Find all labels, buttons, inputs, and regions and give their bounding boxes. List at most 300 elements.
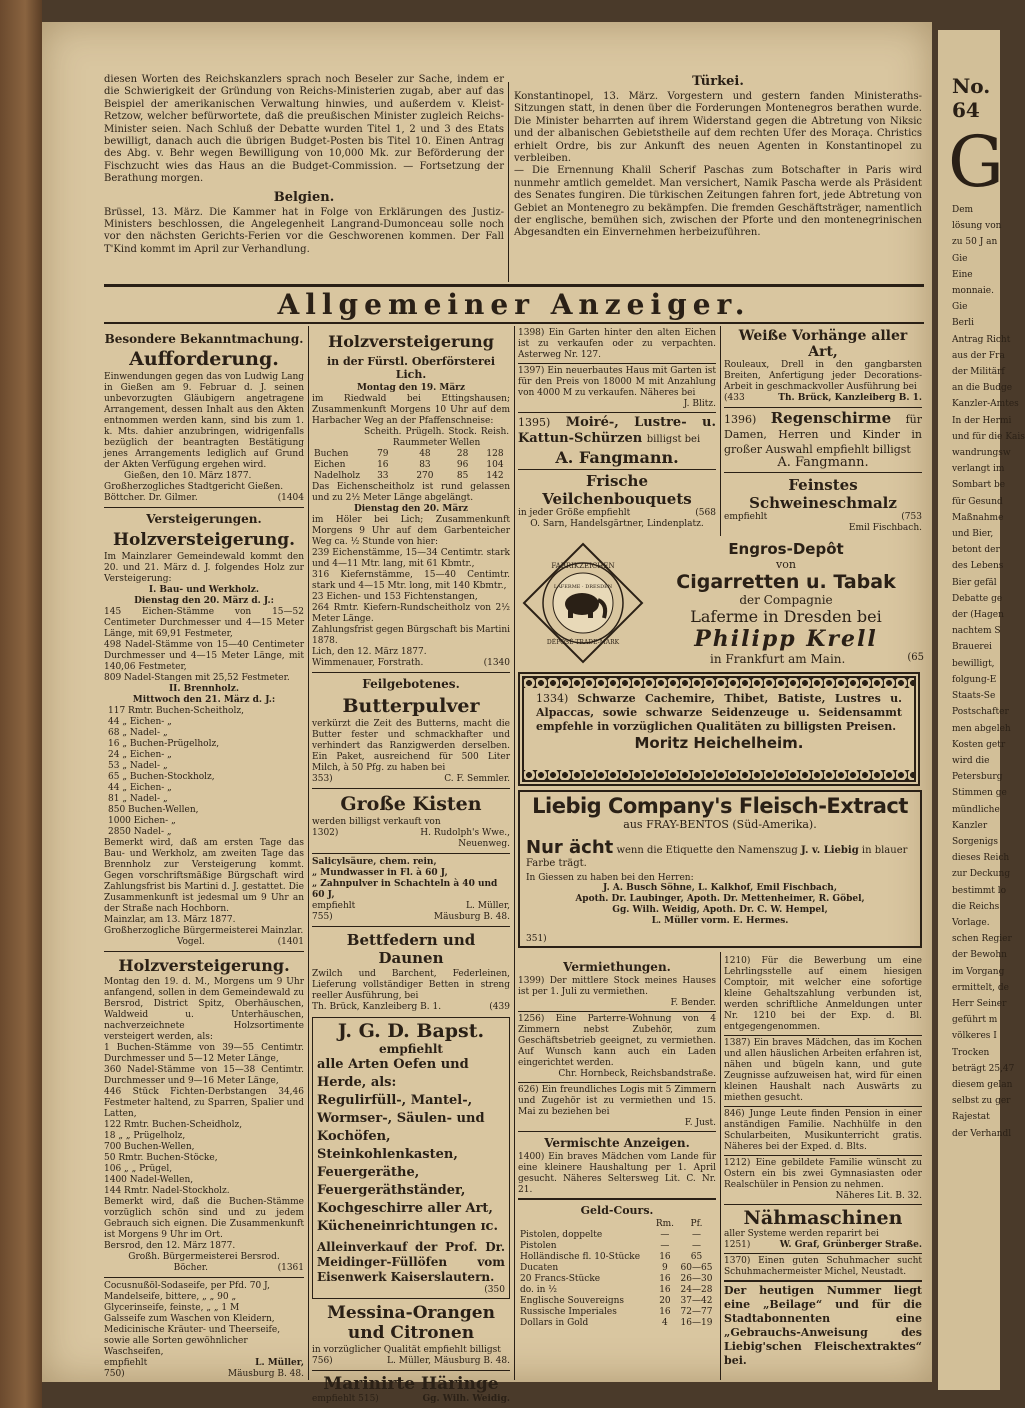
liebig-dealers	[526, 883, 914, 927]
next-page-snippet: Trocken	[952, 1047, 990, 1058]
next-page-snippet: In der Hermi	[952, 415, 1012, 426]
bapst-emp: empfiehlt	[379, 1042, 443, 1056]
beilage-notice: Der heutigen Nummer liegt eine „Beilage“ und für die Stadtabonnenten eine „Gebrauchs-Anweisung des Liebig'schen Fleischextraktes“ bei.	[724, 1284, 922, 1367]
hv3-table-cell: 48	[419, 449, 431, 459]
next-page-snippet: zur Deckung	[952, 869, 1011, 880]
geld-table-header-cell: Pf.	[690, 1219, 703, 1229]
har-heading: Marinirte Häringe	[323, 1374, 499, 1394]
geld-table-cell: 26—30	[680, 1274, 713, 1284]
ad-1397: 1397) Ein neuerbautes Haus mit Garten ist für den Preis von 18000 M mit Anzahlung von 4000 M zu verkaufen. Näheres bei	[518, 366, 716, 398]
table-row	[518, 1241, 716, 1252]
hv3-table-cell: 83	[419, 460, 431, 470]
geld-table-cell: Holländische fl. 10-Stücke	[520, 1252, 641, 1262]
adjacent-page	[938, 30, 1025, 1390]
next-page-snippet: an die Budge	[952, 383, 1013, 394]
geld-table-cell: —	[660, 1241, 670, 1251]
next-page-snippet: der Verhandl	[952, 1128, 1012, 1139]
ad-1387: 1387) Ein braves Mädchen, das im Kochen und allen häuslichen Arbeiten erfahren ist, nähen und bügeln kann, und gute Zeugnisse aufzuweisen hat, wird für einen kleinen Haushalt nach Auswärts zu miethen gesucht.	[724, 1038, 922, 1103]
geld-table-cell: 16	[659, 1274, 671, 1284]
liebig-echt: Nur ächt	[526, 837, 614, 858]
hv3-line: 239 Eichenstämme, 15—34 Centimtr. stark und 4—11 Mtr. lang, mit 61 Kbmtr.,	[312, 548, 510, 569]
next-page-snippet: selbst zu ger	[952, 1096, 1011, 1107]
vorh-text: Rouleaux, Drell in den gangbarsten Breiten, Anfertigung jeder Decorations-Arbeit in geschmackvoller Ausführung bei	[724, 360, 922, 392]
auff-place: Gießen, den 10. März 1877.	[124, 471, 252, 481]
top-left-column	[104, 74, 504, 256]
ad-1399: 1399) Der mittlere Stock meines Hauses ist per 1. Juli zu vermiethen.	[518, 976, 716, 997]
naeh-num: 1251)	[724, 1240, 751, 1250]
liebig-sub: aus FRAY-BENTOS (Süd-Amerika).	[623, 818, 817, 831]
geld-heading: Geld-Cours.	[580, 1204, 654, 1217]
geld-table-header-cell: Rm.	[655, 1219, 674, 1229]
geld-table-cell: 65	[690, 1252, 703, 1262]
next-page-snippet: Brauerei	[952, 642, 992, 653]
geld-table-cell: 9	[662, 1263, 668, 1273]
newspaper-page	[42, 22, 932, 1404]
veil-heading: Frische Veilchenbouquets	[542, 472, 692, 508]
ad-1370: 1370) Einen guten Schuhmacher sucht Schuhmachermeister Michel, Neustadt.	[724, 1256, 922, 1277]
geld-table-cell: 4	[662, 1318, 668, 1328]
geld-table-cell: 20	[659, 1296, 671, 1306]
hv2-heading: Holzversteigerung.	[118, 956, 290, 975]
mess-text: in vorzüglicher Qualität empfiehlt billigst	[312, 1345, 501, 1355]
table-row	[312, 460, 511, 471]
soap-line: Cocusnußöl-Sodaseife, per Pfd. 70 J,	[104, 1281, 270, 1291]
hv3-table-cell: 96	[456, 460, 469, 470]
col3-top	[518, 328, 716, 530]
next-page-snippet: Eine	[952, 269, 973, 280]
hv2-line: 1 Buchen-Stämme von 39—55 Centimtr. Durchmesser und 5—12 Meter Länge,	[104, 1043, 304, 1064]
next-page-snippet: Staats-Se	[952, 691, 996, 702]
engros-name: Philipp Krell	[694, 626, 878, 652]
hv2-line: 144 Rmtr. Nadel-Stockholz.	[104, 1186, 230, 1196]
table-row	[518, 1274, 716, 1285]
hv1-brennholz-line: 2850 Nadel- „	[108, 827, 172, 837]
hv3-table-cell: 128	[486, 449, 504, 459]
table-row	[518, 1307, 716, 1318]
next-page-snippet: Rajestat	[952, 1112, 990, 1123]
kisten-name: H. Rudolph's Wwe.,	[420, 828, 510, 838]
geld-table-cell: do. in ½	[520, 1285, 558, 1295]
hv1-sign: Vogel.	[176, 937, 205, 947]
schw-heading: Feinstes Schweineschmalz	[749, 476, 897, 513]
geld-table-cell: 37—42	[680, 1296, 713, 1306]
ad-1212: 1212) Eine gebildete Familie wünscht zu Ostern ein bis zwei Gymnasiasten oder Realschüler in Pension zu nehmen.	[724, 1158, 922, 1190]
liebig-in: In Giessen zu haben bei den Herren:	[526, 873, 694, 883]
moire-sign: A. Fangmann.	[555, 448, 679, 467]
hv3-line: 23 Eichen- und 153 Fichtenstangen,	[312, 592, 478, 602]
next-page-snippet: Debatte ge	[952, 593, 1003, 604]
hv3-num: (1340	[483, 658, 510, 668]
elephant-trademark-seal	[522, 542, 644, 664]
kisten-heading: Große Kisten	[340, 793, 482, 815]
moire-heading: Moiré-, Lustre- u. Kattun-Schürzen	[518, 415, 716, 446]
hv2-line: 700 Buchen-Wellen,	[104, 1142, 195, 1152]
next-page-snippet: ermittelt, de	[952, 982, 1009, 993]
hv1-brennholz-line: 44 „ Eichen- „	[108, 783, 172, 793]
hv2-num: (1361	[277, 1263, 304, 1273]
hv3-note1: Das Eichenscheitholz ist rund gelassen und zu 2½ Meter Länge abgelängt.	[312, 482, 510, 503]
hv3-day2: Dienstag den 20. März	[353, 504, 469, 514]
engros-comp: der Compagnie	[739, 593, 833, 607]
seal-inner-text: LAFERME · DRESDEN	[553, 584, 613, 590]
hv2-line: 1400 Nadel-Wellen,	[104, 1175, 194, 1185]
next-page-snippet: monnaie.	[952, 286, 994, 297]
anzeiger-banner: Allgemeiner Anzeiger.	[277, 288, 751, 321]
soap-line: Mandelseife, bittere, „ „ 90 „	[104, 1292, 237, 1302]
hv2-sign: Böcher.	[173, 1263, 208, 1273]
next-page-snippet: Herr Seiner	[952, 998, 1007, 1009]
engros-num: (65	[907, 652, 924, 663]
feil-heading: Feilgebotenes.	[362, 677, 460, 691]
next-page-snippet: und Bier,	[952, 529, 994, 540]
next-page-snippet: Berli	[952, 318, 974, 329]
soap-name: L. Müller,	[255, 1358, 304, 1368]
geld-table-cell: 72—77	[680, 1307, 713, 1317]
next-page-snippet: Kosten getr	[952, 739, 1006, 750]
belgien-text: Brüssel, 13. März. Die Kammer hat in Folge von Erklärungen des Justiz-Ministers beschlossen, die Angelegenheit Langrand-Dumonceau solle noch vor den nächsten Gerichts-Ferien vor die Geschworenen kommen. Der Fall T'Kind kommt im April zur Verhandlung.	[104, 206, 504, 255]
next-page-snippet: Kanzler-Amtes	[952, 399, 1019, 410]
hv1-line: 498 Nadel-Stämme von 15—40 Centimeter Durchmesser und 4—15 Meter Länge, mit 140,06 Festmeter,	[104, 640, 304, 672]
next-page-number: No. 64	[952, 74, 991, 122]
geld-table-cell: 16	[659, 1285, 671, 1295]
bapst-line: Kochgeschirre aller Art, Kücheneinrichtungen ɪc.	[317, 1201, 498, 1234]
next-page-snippet: lösung von	[952, 221, 1002, 232]
engros-firm: Laferme in Dresden bei	[690, 607, 882, 626]
vorh-sign: Th. Brück, Kanzleiberg B. 1.	[778, 393, 922, 403]
auff-heading: Aufforderung.	[129, 348, 279, 370]
cach-num: 1334)	[536, 692, 569, 705]
verm-heading: Vermiethungen.	[563, 960, 671, 974]
engros-big: Cigarretten u. Tabak	[676, 571, 896, 593]
next-page-snippet: dieses Reich	[952, 853, 1010, 864]
sal-name: L. Müller,	[466, 901, 510, 911]
geld-table-cell: Ducaten	[520, 1263, 559, 1273]
naeh-heading: Nähmaschinen	[743, 1207, 903, 1229]
next-page-snippet: Kanzler	[952, 820, 988, 831]
bapst-sole: Alleinverkauf der Prof. Dr. Meidinger-Füllöfen vom Eisenwerk Kaiserslautern.	[317, 1240, 505, 1284]
kisten-addr: Neuenweg.	[458, 839, 510, 849]
hv3-line: 316 Kiefernstämme, 15—40 Centimtr. stark und 4—15 Mtr. long, mit 140 Kbmtr.,	[312, 570, 510, 591]
book-binding	[0, 0, 42, 1408]
ad-846: 846) Junge Leute finden Pension in einer anständigen Familie. Nachhülfe in den Schularbeiten, Musikunterricht gratis. Näheres bei der Exped. d. Blts.	[724, 1109, 922, 1152]
table-row	[312, 471, 511, 482]
geld-table-cell: 16	[659, 1252, 671, 1262]
hv2-line: 50 Rmtr. Buchen-Stöcke,	[104, 1153, 218, 1163]
geld-table-cell: 20 Francs-Stücke	[520, 1274, 601, 1284]
hv2-line: 360 Nadel-Stämme von 15—38 Centimtr. Durchmesser und 9—16 Meter Länge,	[104, 1065, 304, 1086]
hv1-brennholz-line: 24 „ Eichen- „	[108, 750, 172, 760]
sal-line: „ Zahnpulver in Schachteln à 40 und 60 J,	[312, 879, 498, 900]
ad-626-sign: F. Just.	[684, 1118, 716, 1128]
vorh-heading: Weiße Vorhänge aller Art,	[738, 328, 908, 360]
reg-num: 1396)	[724, 413, 757, 426]
hv1-lines1	[104, 607, 304, 684]
engros-heading: Engros-Depôt	[728, 540, 844, 558]
bapst-heading: J. G. D. Bapst.	[337, 1020, 485, 1042]
next-page-snippet: Vorlage.	[952, 917, 990, 928]
veil-text: in jeder Größe empfiehlt	[518, 508, 631, 518]
har-num: 515)	[358, 1394, 379, 1404]
next-page-snippet: völkeres I	[952, 1031, 997, 1042]
table-row	[518, 1252, 716, 1263]
hv1-intro: Im Mainzlarer Gemeindewald kommt den 20. und 21. März d. J. folgendes Holz zur Versteigerung:	[104, 552, 304, 584]
mess-num: 756)	[312, 1356, 333, 1366]
next-page-snippet: Sorgenigs	[952, 836, 999, 847]
reg-text: für Damen, Herren und Kinder in großer Auswahl empfiehlt billigst	[724, 413, 923, 456]
hv2-place: Bersrod, den 12. März 1877.	[104, 1241, 236, 1251]
hv3-day1: Montag den 19. März	[356, 383, 466, 393]
banner-rule-bottom	[104, 322, 924, 324]
reg-sign: A. Fangmann.	[777, 455, 869, 470]
bett-heading: Bettfedern und Daunen	[346, 931, 476, 967]
next-page-snippet: wandrungsw	[952, 448, 1011, 459]
hv3-heading: Holzversteigerung	[328, 332, 494, 351]
hv1-line: 809 Nadel-Stangen mit 25,52 Festmeter.	[104, 673, 290, 683]
hv3-table-header-cell: Prügelh.	[405, 427, 445, 437]
next-page-snippet: Postschafter	[952, 707, 1009, 718]
liebig-dealer-line: Gg. Wilh. Weidig, Apoth. Dr. C. W. Hempel,	[612, 905, 828, 915]
bapst-num: (350	[484, 1285, 505, 1295]
butter-sign: C. F. Semmler.	[444, 774, 510, 784]
hv3-table-cell: 85	[456, 471, 469, 481]
next-page-snippet: des Lebens	[952, 561, 1004, 572]
turkei-text-2: — Die Ernennung Khalil Scherif Paschas zum Botschafter in Paris wird nunmehr amtlich gemeldet. Man versichert, Namik Pascha werde als Präsident des Senates fungiren. Die türkischen Zeitungen fahren fort, jede Abtretung von Gebiet an Montenegro zu bekämpfen. Die fremden Geschäftsträger, namentlich der englische, bemühen sich, zwischen der Pforte und den montenegrinischen Abgesandten ein Einvernehmen herbeizuführen.	[514, 165, 922, 239]
next-page-snippet: der Bewohn	[952, 950, 1007, 961]
hv3-intro1: im Riedwald bei Ettingshausen; Zusammenkunft Morgens 10 Uhr auf dem Harbacher Weg an der Pfaffenschneise:	[312, 394, 510, 426]
engros-von: von	[776, 558, 796, 571]
hv2-lines	[104, 1043, 304, 1197]
ad-1400: 1400) Ein braves Mädchen vom Lande für eine kleinere Haushaltung per 1. April gesucht. Näheres Seltersweg Lit. C. Nr. 21.	[518, 1152, 716, 1195]
naeh-sign: W. Graf, Grünberger Straße.	[779, 1240, 922, 1250]
sal-line: „ Mundwasser in Fl. à 60 J,	[312, 868, 448, 878]
next-page-big-letter: G	[948, 121, 1004, 203]
liebig-signature: J. v. Liebig	[801, 845, 859, 856]
next-page-snippet: Antrag Richt	[952, 334, 1011, 345]
sal-lines	[312, 857, 510, 901]
next-page-snippet: im Vorgang	[952, 966, 1005, 977]
next-page-snippet: bestimmt lo	[952, 885, 1007, 896]
schw-sign: Emil Fischbach.	[848, 523, 922, 534]
hv1-place: Mainzlar, am 13. März 1877.	[104, 915, 236, 925]
next-page-snippet: der (Hagen	[952, 610, 1004, 621]
hv3-table-cell: 33	[377, 471, 389, 481]
ad-1399-sign: F. Bender.	[670, 998, 716, 1008]
table-row	[518, 1296, 716, 1307]
veil-num: (568	[695, 508, 716, 518]
col4-bottom	[724, 956, 922, 1368]
col-divider-3b	[720, 952, 721, 1380]
engros-city: in Frankfurt am Main.	[710, 652, 846, 666]
next-page-snippet: geführt m	[952, 1015, 998, 1026]
next-page-snippet: nachtem S	[952, 626, 1001, 637]
bapst-lines	[317, 1056, 505, 1236]
hv1-brennholz-line: 850 Buchen-Wellen,	[108, 805, 199, 815]
col3-bottom	[518, 956, 716, 1329]
cach-sign: Moritz Heichelheim.	[634, 734, 804, 752]
auff-sign: Böttcher. Dr. Gilmer.	[104, 493, 198, 503]
liebig-echt-text: wenn die Etiquette den Namenszug	[616, 845, 798, 856]
chain-border-top	[524, 678, 914, 688]
vmisch-heading: Vermischte Anzeigen.	[544, 1136, 690, 1150]
kisten-num: 1302)	[312, 828, 339, 838]
hv1-brennholz-line: 53 „ Nadel- „	[108, 761, 168, 771]
hv1-day2: Mittwoch den 21. März d. J.:	[132, 695, 276, 705]
hv3-sub: in der Fürstl. Oberförsterei Lich.	[326, 355, 496, 381]
col4-top	[724, 328, 922, 534]
hv1-brennholz-line: 81 „ Nadel- „	[108, 794, 168, 804]
hv2-auth: Großh. Bürgermeisterei Bersrod.	[128, 1252, 280, 1262]
geld-table-cell: —	[691, 1230, 701, 1240]
seal-top-text: FABRIKZEICHEN	[551, 562, 615, 570]
sal-num: 755)	[312, 912, 333, 922]
hv1-auth: Großherzogliche Bürgermeisterei Mainzlar.	[104, 926, 304, 936]
bapst-box	[312, 1017, 510, 1299]
ad-1212-sign: Näheres Lit. B. 32.	[835, 1191, 922, 1201]
hv3-table-cell: 28	[456, 449, 469, 459]
engros-ad	[518, 540, 924, 668]
hv3-table-header-cell: Stock.	[448, 427, 477, 437]
hv3-sign: Wimmenauer, Forstrath.	[312, 658, 424, 668]
hv2-line: 446 Stück Fichten-Derbstangen 34,46 Festmeter haltend, zu Sparren, Spalier und Latten,	[104, 1087, 304, 1119]
soap-line: Medicinische Kräuter- und Theerseife,	[104, 1325, 281, 1335]
liebig-heading: Liebig Company's Fleisch-Extract	[532, 794, 908, 818]
butter-text: verkürzt die Zeit des Butterns, macht die Butter fester und schmackhafter und verhindert das Ranzigwerden derselben. Ein Paket, ausreichend für 500 Liter Milch, à 50 Pfg. zu haben bei	[312, 719, 510, 773]
ad-1398: 1398) Ein Garten hinter den alten Eichen ist zu verkaufen oder zu verpachten. Asterweg Nr. 127.	[518, 328, 716, 360]
hv1-brennholz-line: 16 „ Buchen-Prügelholz,	[108, 739, 220, 749]
ad-1210: 1210) Für die Bewerbung um eine Lehrlingsstelle auf einem hiesigen Comptoir, mit welcher eine sofortige kleine Gehaltszahlung verbunden ist, werden schriftliche Anmeldungen unter Nr. 1210 bei der Exp. d. Bl. entgegengenommen.	[724, 956, 922, 1032]
hv2-line: 18 „ „ Prügelholz,	[104, 1131, 186, 1141]
top-right-column	[514, 74, 922, 240]
hv3-table-cell: Buchen	[314, 449, 349, 459]
next-page-snippet: Gie	[952, 253, 968, 264]
reichstag-text: diesen Worten des Reichskanzlers sprach noch Beseler zur Sache, indem er die Schwierigkeit der Gründung von Reichs-Ministerien zugab, aber auf das Beispiel der amerikanischen Verwaltung hinwies, und außerdem v. Kleist-Retzow, welcher befürwortete, daß die preußischen Minister zugleich Reichs-Minister seien. Nach Schluß der Debatte wurden Titel 1, 2 und 3 des Etats bewilligt, danach auch die übrigen Budget-Posten bis Titel 10. Einen Antrag des Abg. v. Behr wegen Bewilligung von 10,000 Mk. zur Beförderung der Fischzucht wies das Haus an die Budget-Commission. — Fortsetzung der Berathung morgen.	[104, 74, 504, 185]
bek-heading: Besondere Bekanntmachung.	[104, 332, 304, 346]
bapst-line: alle Arten Oefen und Herde, als:	[317, 1057, 469, 1090]
geld-table	[518, 1219, 716, 1329]
cachemire-ad	[518, 672, 920, 786]
hv3-lines2	[312, 548, 510, 625]
hv2-intro: Montag den 19. d. M., Morgens um 9 Uhr anfangend, sollen in dem Gemeindewald zu Bersrod, District Spitz, Oberhäuschen, Waldweid u. Unterhäuschen, nachverzeichnete Holzsortimente versteigert werden, als:	[104, 977, 304, 1042]
hv1-brennholz-line: 68 „ Nadel- „	[108, 728, 168, 738]
butter-num: 353)	[312, 774, 333, 784]
sal-addr: Mäusburg B. 48.	[433, 912, 510, 922]
next-page-snippet: und für die Kais	[952, 431, 1025, 442]
banner-rule-top	[104, 284, 924, 287]
hv3-table-cell: 270	[416, 471, 434, 481]
next-page-snippet: der Militärf	[952, 367, 1005, 378]
soap-emp: empfiehlt	[104, 1358, 148, 1368]
col1	[104, 328, 304, 1380]
next-page-snippet: mündliche	[952, 804, 1000, 815]
har-emp: empfiehlt	[312, 1394, 356, 1404]
ad-1256-sign: Chr. Hornbeck, Reichsbandstraße.	[558, 1069, 716, 1079]
table-row	[518, 1285, 716, 1296]
next-page-snippet: beträgt 25,47	[952, 1063, 1015, 1074]
kisten-text: werden billigst verkauft von	[312, 817, 441, 827]
next-page-snippet: betont der	[952, 545, 1000, 556]
hv3-line: 264 Rmtr. Kiefern-Rundscheitholz von 2½ Meter Länge.	[312, 603, 510, 624]
next-page-snippet: Petersburg	[952, 772, 1003, 783]
geld-table-cell: Pistolen, doppelte	[520, 1230, 603, 1240]
hv1-heading: Holzversteigerung.	[112, 530, 296, 550]
veil-sign: O. Sarn, Handelsgärtner, Lindenplatz.	[530, 519, 704, 529]
next-page-snippet: folgung-E	[952, 674, 997, 685]
next-page-snippet: zu 50 J an	[952, 237, 998, 248]
turkei-text-1: Konstantinopel, 13. März. Vorgestern und gestern fanden Ministeraths-Sitzungen statt, in denen über die Forderungen Montenegros berathen wurde. Die Minister beharrten auf ihrem Widerstand gegen die Abtretung von Niksic und der albanischen Gebietstheile auf dem rechten Ufer des Moraça. Christics erhielt Ordre, bis zur Ankunft des neuen Agenten in Konstantinopel zu verbleiben.	[514, 91, 922, 165]
vorh-num: (433	[724, 393, 745, 403]
geld-table-cell: —	[691, 1241, 701, 1251]
next-page-snippet: diesem gelan	[952, 1079, 1013, 1090]
liebig-ad	[518, 790, 922, 948]
next-page-snippet: verlangt im	[952, 464, 1005, 475]
col-divider-2	[514, 326, 515, 1380]
geld-table-header-cell	[518, 1219, 653, 1230]
next-page-snippet: die Reichs	[952, 901, 1000, 912]
next-page-snippets	[938, 202, 1025, 1142]
geld-table-cell: 16	[659, 1307, 671, 1317]
geld-table-cell: Dollars in Gold	[520, 1318, 589, 1328]
cach-text: Schwarze Cachemire, Thibet, Batiste, Lustres u. Alpaccas, sowie schwarze Seidenzeuge u. Seidensammt empfehle in vorzüglichen Qualitäten zu billigsten Preisen.	[536, 692, 902, 733]
next-page-snippet: aus der Fra	[952, 350, 1005, 361]
next-page-snippet: Sombart be	[952, 480, 1006, 491]
chain-border-bottom	[524, 770, 914, 780]
hv3-table-cell: 142	[486, 471, 504, 481]
hv1-note: Bemerkt wird, daß am ersten Tage das Bau- und Werkholz, am zweiten Tage das Brennholz zur Versteigerung kommt. Gegen vorschriftsmäßige Bürgschaft wird Zahlungsfrist bis Martini d. J. gestattet. Die Zusammenkunft ist jedesmal um 9 Uhr an der Straße nach Hochborn.	[104, 838, 304, 914]
bapst-line: Steinkohlenkasten,	[317, 1147, 458, 1162]
hv1-sec1: I. Bau- und Werkholz.	[148, 585, 260, 595]
liebig-num: 351)	[526, 934, 547, 944]
hv2-line: 122 Rmtr. Buchen-Scheidholz,	[104, 1120, 243, 1130]
table-row	[518, 1318, 716, 1329]
liebig-dealer-line: Apoth. Dr. Laubinger, Apoth. Dr. Mettenheimer, R. Göbel,	[575, 894, 865, 904]
hv2-line: 106 „ „ Prügel,	[104, 1164, 173, 1174]
hv3-note2: Zahlungsfrist gegen Bürgschaft bis Martini 1878.	[312, 625, 510, 646]
geld-table-cell: Englische Souvereigns	[520, 1296, 625, 1306]
geld-table-cell: Russische Imperiales	[520, 1307, 617, 1317]
next-page-snippet: wird die	[952, 755, 990, 766]
reg-heading: Regenschirme	[770, 409, 892, 427]
hv1-brennholz-line: 117 Rmtr. Buchen-Scheitholz,	[108, 706, 244, 716]
next-page-snippet: Gie	[952, 302, 968, 313]
next-page-snippet: men abgeleh	[952, 723, 1011, 734]
col-divider-1	[308, 326, 309, 1380]
hv3-table-sub: Raummeter Wellen	[392, 438, 481, 448]
hv3-table-cell: 16	[377, 460, 389, 470]
seal-bottom-text: DÉPOSÉ TRADE-MARK	[546, 639, 620, 646]
hv1-brennholz-line: 65 „ Buchen-Stockholz,	[108, 772, 215, 782]
auff-text: Einwendungen gegen das von Ludwig Lang in Gießen am 9. Februar d. J. seinen unbevorzugten Gläubigern angetragene Arrangement, dessen Inhalt aus den Akten entnommen werden kann, sind bis zum 1. k. Mts. dahier anzubringen, widrigenfalls bezüglich der beantragten Bestätigung jenes Arrangements lediglich auf Grund der Akten Verfügung ergehen wird.	[104, 372, 304, 470]
geld-table-cell: Pistolen	[520, 1241, 557, 1251]
moire-num: 1395)	[518, 416, 551, 429]
liebig-dealer-line: J. A. Busch Söhne, L. Kalkhof, Emil Fischbach,	[603, 883, 837, 893]
bett-num: (439	[489, 1002, 510, 1012]
moire-text: billigst bei	[646, 434, 701, 445]
geld-table-cell: 24—28	[680, 1285, 713, 1295]
vst-heading: Versteigerungen.	[146, 512, 262, 526]
next-page-snippet: Stimmen ge	[952, 788, 1007, 799]
hv3-table-header-cell: Reish.	[480, 427, 510, 437]
hv1-brennholz-line: 44 „ Eichen- „	[108, 717, 172, 727]
hv2-note: Bemerkt wird, daß die Buchen-Stämme vorzüglich schön sind und zu jedem Gebrauch sich eignen. Die Zusammenkunft ist Morgens 9 Uhr im Ort.	[104, 1197, 304, 1240]
geld-table-cell: 16—19	[680, 1318, 713, 1328]
sal-line: Salicylsäure, chem. rein,	[312, 857, 437, 867]
hv3-table-cell: Nadelholz	[314, 471, 361, 481]
liebig-echt-text2: in blauer Farbe trägt.	[526, 845, 908, 869]
hv3-table-header-cell: Scheith.	[364, 427, 402, 437]
belgien-heading: Belgien.	[273, 189, 335, 205]
naeh-text: aller Systeme werden reparirt bei	[724, 1229, 879, 1239]
auff-num: (1404	[277, 493, 304, 503]
